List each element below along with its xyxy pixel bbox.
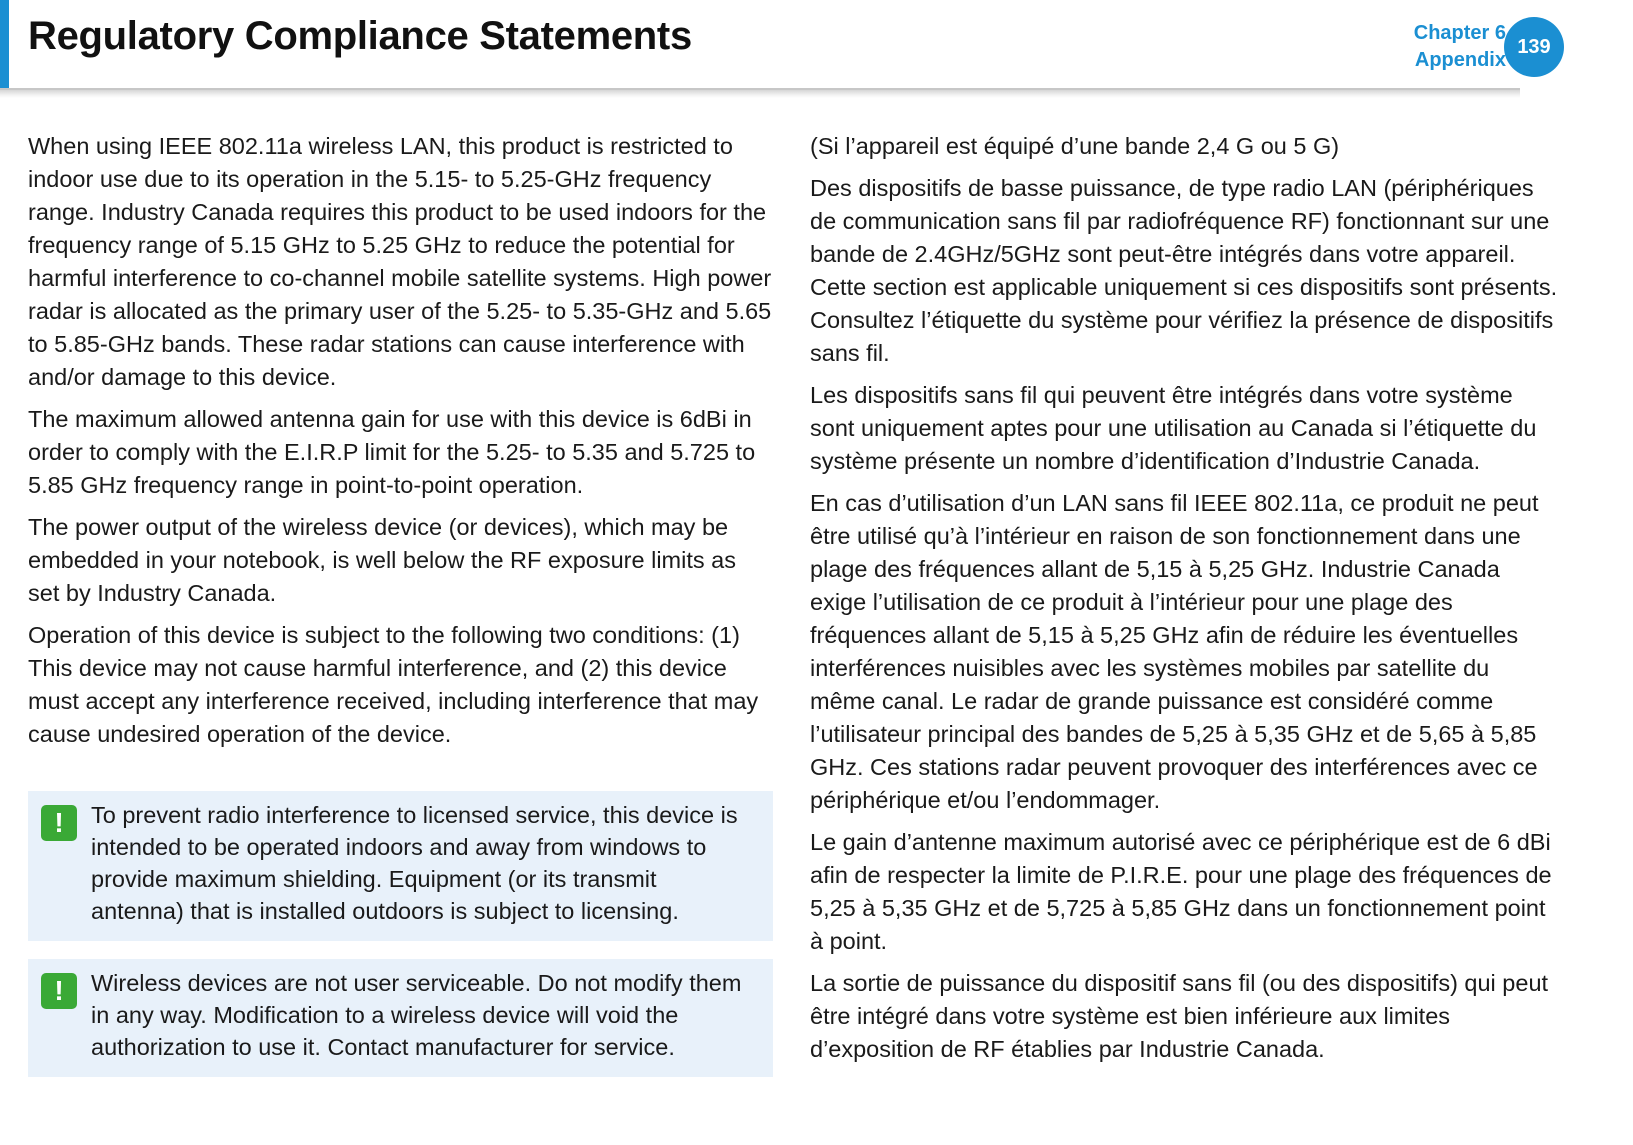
exclamation-icon: ! (41, 973, 77, 1009)
paragraph: When using IEEE 802.11a wireless LAN, this product is restricted to indoor use due to its operation in the 5.15- to 5.25-GHz frequency range. Industry Canada requires this product to be used indoors for the frequency range of 5.15 GHz to 5.25 GHz to reduce the potential for harmful interference to co-channel mobile satellite systems. High power radar is allocated as the primary user of the 5.25- to 5.35-GHz and 5.65 to 5.85-GHz bands. These radar stations can cause interference with and/or damage to this device. (28, 133, 772, 390)
paragraph: The power output of the wireless device (or devices), which may be embedded in your notebook, is well below the RF exposure limits as set by Industry Canada. (28, 514, 736, 606)
exclamation-icon: ! (41, 805, 77, 841)
page-number-badge: 139 (1504, 17, 1564, 77)
paragraph: (Si l’appareil est équipé d’une bande 2,4 G ou 5 G) (810, 133, 1340, 159)
right-column (810, 130, 1558, 1075)
caution-note (28, 959, 773, 1077)
paragraph: Le gain d’antenne maximum autorisé avec ce périphérique est de 6 dBi afin de respecter la limite de P.I.R.E. pour une plage des fréquences de 5,25 à 5,35 GHz et de 5,725 à 5,85 GHz dans un fonctionnement point à point. (810, 829, 1552, 954)
chapter-number: Chapter 6 (1413, 22, 1506, 44)
paragraph: Les dispositifs sans fil qui peuvent être intégrés dans votre système sont uniquement aptes pour une utilisation au Canada si l’étiquette du système présente un nombre d’identification d’Industrie Canada. (810, 382, 1537, 474)
chapter-label (1414, 20, 1506, 74)
header-accent-bar (0, 0, 9, 92)
paragraph: Operation of this device is subject to the following two conditions: (1) This device may not cause harmful interference, and (2) this device must accept any interference received, including interference that may cause undesired operation of the device. (28, 622, 759, 747)
paragraph: Des dispositifs de basse puissance, de type radio LAN (périphériques de communication sans fil par radiofréquence RF) fonctionnant sur une bande de 2.4GHz/5GHz sont peut-être intégrés dans votre appareil. Cette section est applicable uniquement si ces dispositifs sont présents. Consultez l’étiquette du système pour vérifiez la présence de dispositifs sans fil. (810, 175, 1558, 366)
page-title: Regulatory Compliance Statements (28, 14, 692, 58)
note-text: Wireless devices are not user serviceable. Do not modify them in any way. Modification to a wireless device will void the authorization to use it. Contact manufacturer for service. (91, 970, 742, 1060)
header-divider (0, 88, 1520, 98)
paragraph: En cas d’utilisation d’un LAN sans fil IEEE 802.11a, ce produit ne peut être utilisé qu’à l’intérieur en raison de son fonctionnement dans une plage des fréquences allant de 5,15 à 5,25 GHz. Industrie Canada exige l’utilisation de ce produit à l’intérieur pour une plage des fréquences allant de 5,15 à 5,25 GHz afin de réduire les éventuelles interférences nuisibles avec les systèmes mobiles par satellite du même canal. Le radar de grande puissance est considéré comme l’utilisateur principal des bandes de 5,25 à 5,35 GHz et de 5,65 à 5,85 GHz. Ces stations radar peuvent provoquer des interférences avec ce périphérique et/ou l’endommager. (810, 490, 1539, 813)
left-column (28, 130, 773, 1095)
chapter-section: Appendix (1414, 49, 1506, 71)
caution-note (28, 791, 773, 941)
note-text: To prevent radio interference to licensed service, this device is intended to be operated indoors and away from windows to provide maximum shielding. Equipment (or its transmit antenna) that is installed outdoors is subject to licensing. (91, 802, 738, 924)
paragraph: La sortie de puissance du dispositif sans fil (ou des dispositifs) qui peut être intégré dans votre système est bien inférieure aux limites d’exposition de RF établies par Industrie Canada. (810, 970, 1549, 1062)
paragraph: The maximum allowed antenna gain for use with this device is 6dBi in order to comply with the E.I.R.P limit for the 5.25- to 5.35 and 5.725 to 5.85 GHz frequency range in point-to-point operation. (28, 406, 756, 498)
